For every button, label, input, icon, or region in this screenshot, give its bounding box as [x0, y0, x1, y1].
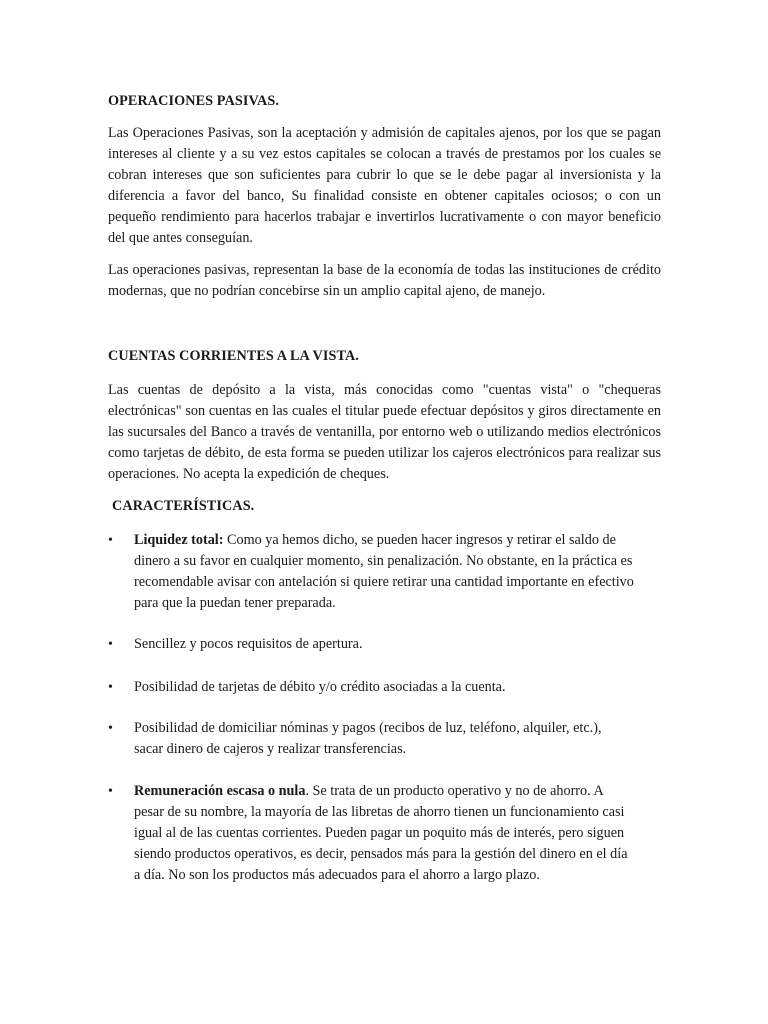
paragraph-operaciones-pasivas-base: Las operaciones pasivas, representan la base de la economía de todas las instituciones de crédito modernas, que no podrían concebirse sin un amplio capital ajeno, de manejo.: [108, 262, 661, 299]
bullet-icon: •: [108, 784, 113, 799]
heading-cuentas-corrientes: CUENTAS CORRIENTES A LA VISTA.: [108, 348, 359, 364]
list-item-text: [134, 781, 634, 886]
bullet-icon: •: [108, 721, 113, 736]
bullet-icon: •: [108, 533, 113, 548]
list-item-text: Posibilidad de tarjetas de débito y/o crédito asociadas a la cuenta.: [134, 679, 506, 695]
bullet-icon: •: [108, 680, 113, 695]
list-item-term: Liquidez total:: [134, 532, 224, 548]
heading-operaciones-pasivas: OPERACIONES PASIVAS.: [108, 93, 279, 109]
paragraph-cuentas-vista: Las cuentas de depósito a la vista, más conocidas como "cuentas vista" o "chequeras electrónicas" son cuentas en las cuales el titular puede efectuar depósitos y giros directamente en las sucursales del Banco a través de ventanilla, por entorno web o utilizando medios electrónicos como tarjetas de débito, de esta forma se pueden utilizar los cajeros electrónicos para realizar sus operaciones. No acepta la expedición de cheques.: [108, 382, 661, 482]
list-item-text: Sencillez y pocos requisitos de apertura.: [134, 636, 363, 652]
list-item-text: Posibilidad de domiciliar nóminas y pagos (recibos de luz, teléfono, alquiler, etc.), sacar dinero de cajeros y realizar transferencias.: [134, 720, 602, 757]
list-item-description: Como ya hemos dicho, se pueden hacer ingresos y retirar el saldo de dinero a su favor en cualquier momento, sin penalización. No obstante, en la práctica es recomendable avisar con antelación si quiere retirar una cantidad importante en efectivo para que la puedan tener preparada.: [134, 532, 634, 611]
list-item-description: . Se trata de un producto operativo y no de ahorro. A pesar de su nombre, la mayoría de las libretas de ahorro tienen un funcionamiento casi igual al de las cuentas corrientes. Pueden pagar un poquito más de interés, pero siguen siendo productos operativos, es decir, pensados más para la gestión del dinero en el día a día. No son los productos más adecuados para el ahorro a largo plazo.: [134, 783, 628, 883]
paragraph-operaciones-pasivas-definition: Las Operaciones Pasivas, son la aceptación y admisión de capitales ajenos, por los que se pagan intereses al cliente y a su vez estos capitales se colocan a través de prestamos por los cuales se cobran intereses que son suficientes para cubrir lo que se le debe pagar al inversionista y la diferencia a favor del banco, Su finalidad consiste en obtener capitales ociosos; o con un pequeño rendimiento para hacerlos trabajar e invertirlos lucrativamente o con mayor beneficio del que antes conseguían.: [108, 125, 661, 246]
heading-caracteristicas: CARACTERÍSTICAS.: [112, 498, 255, 514]
list-item-text: [134, 530, 634, 614]
bullet-icon: •: [108, 637, 113, 652]
list-item-term: Remuneración escasa o nula: [134, 783, 306, 799]
